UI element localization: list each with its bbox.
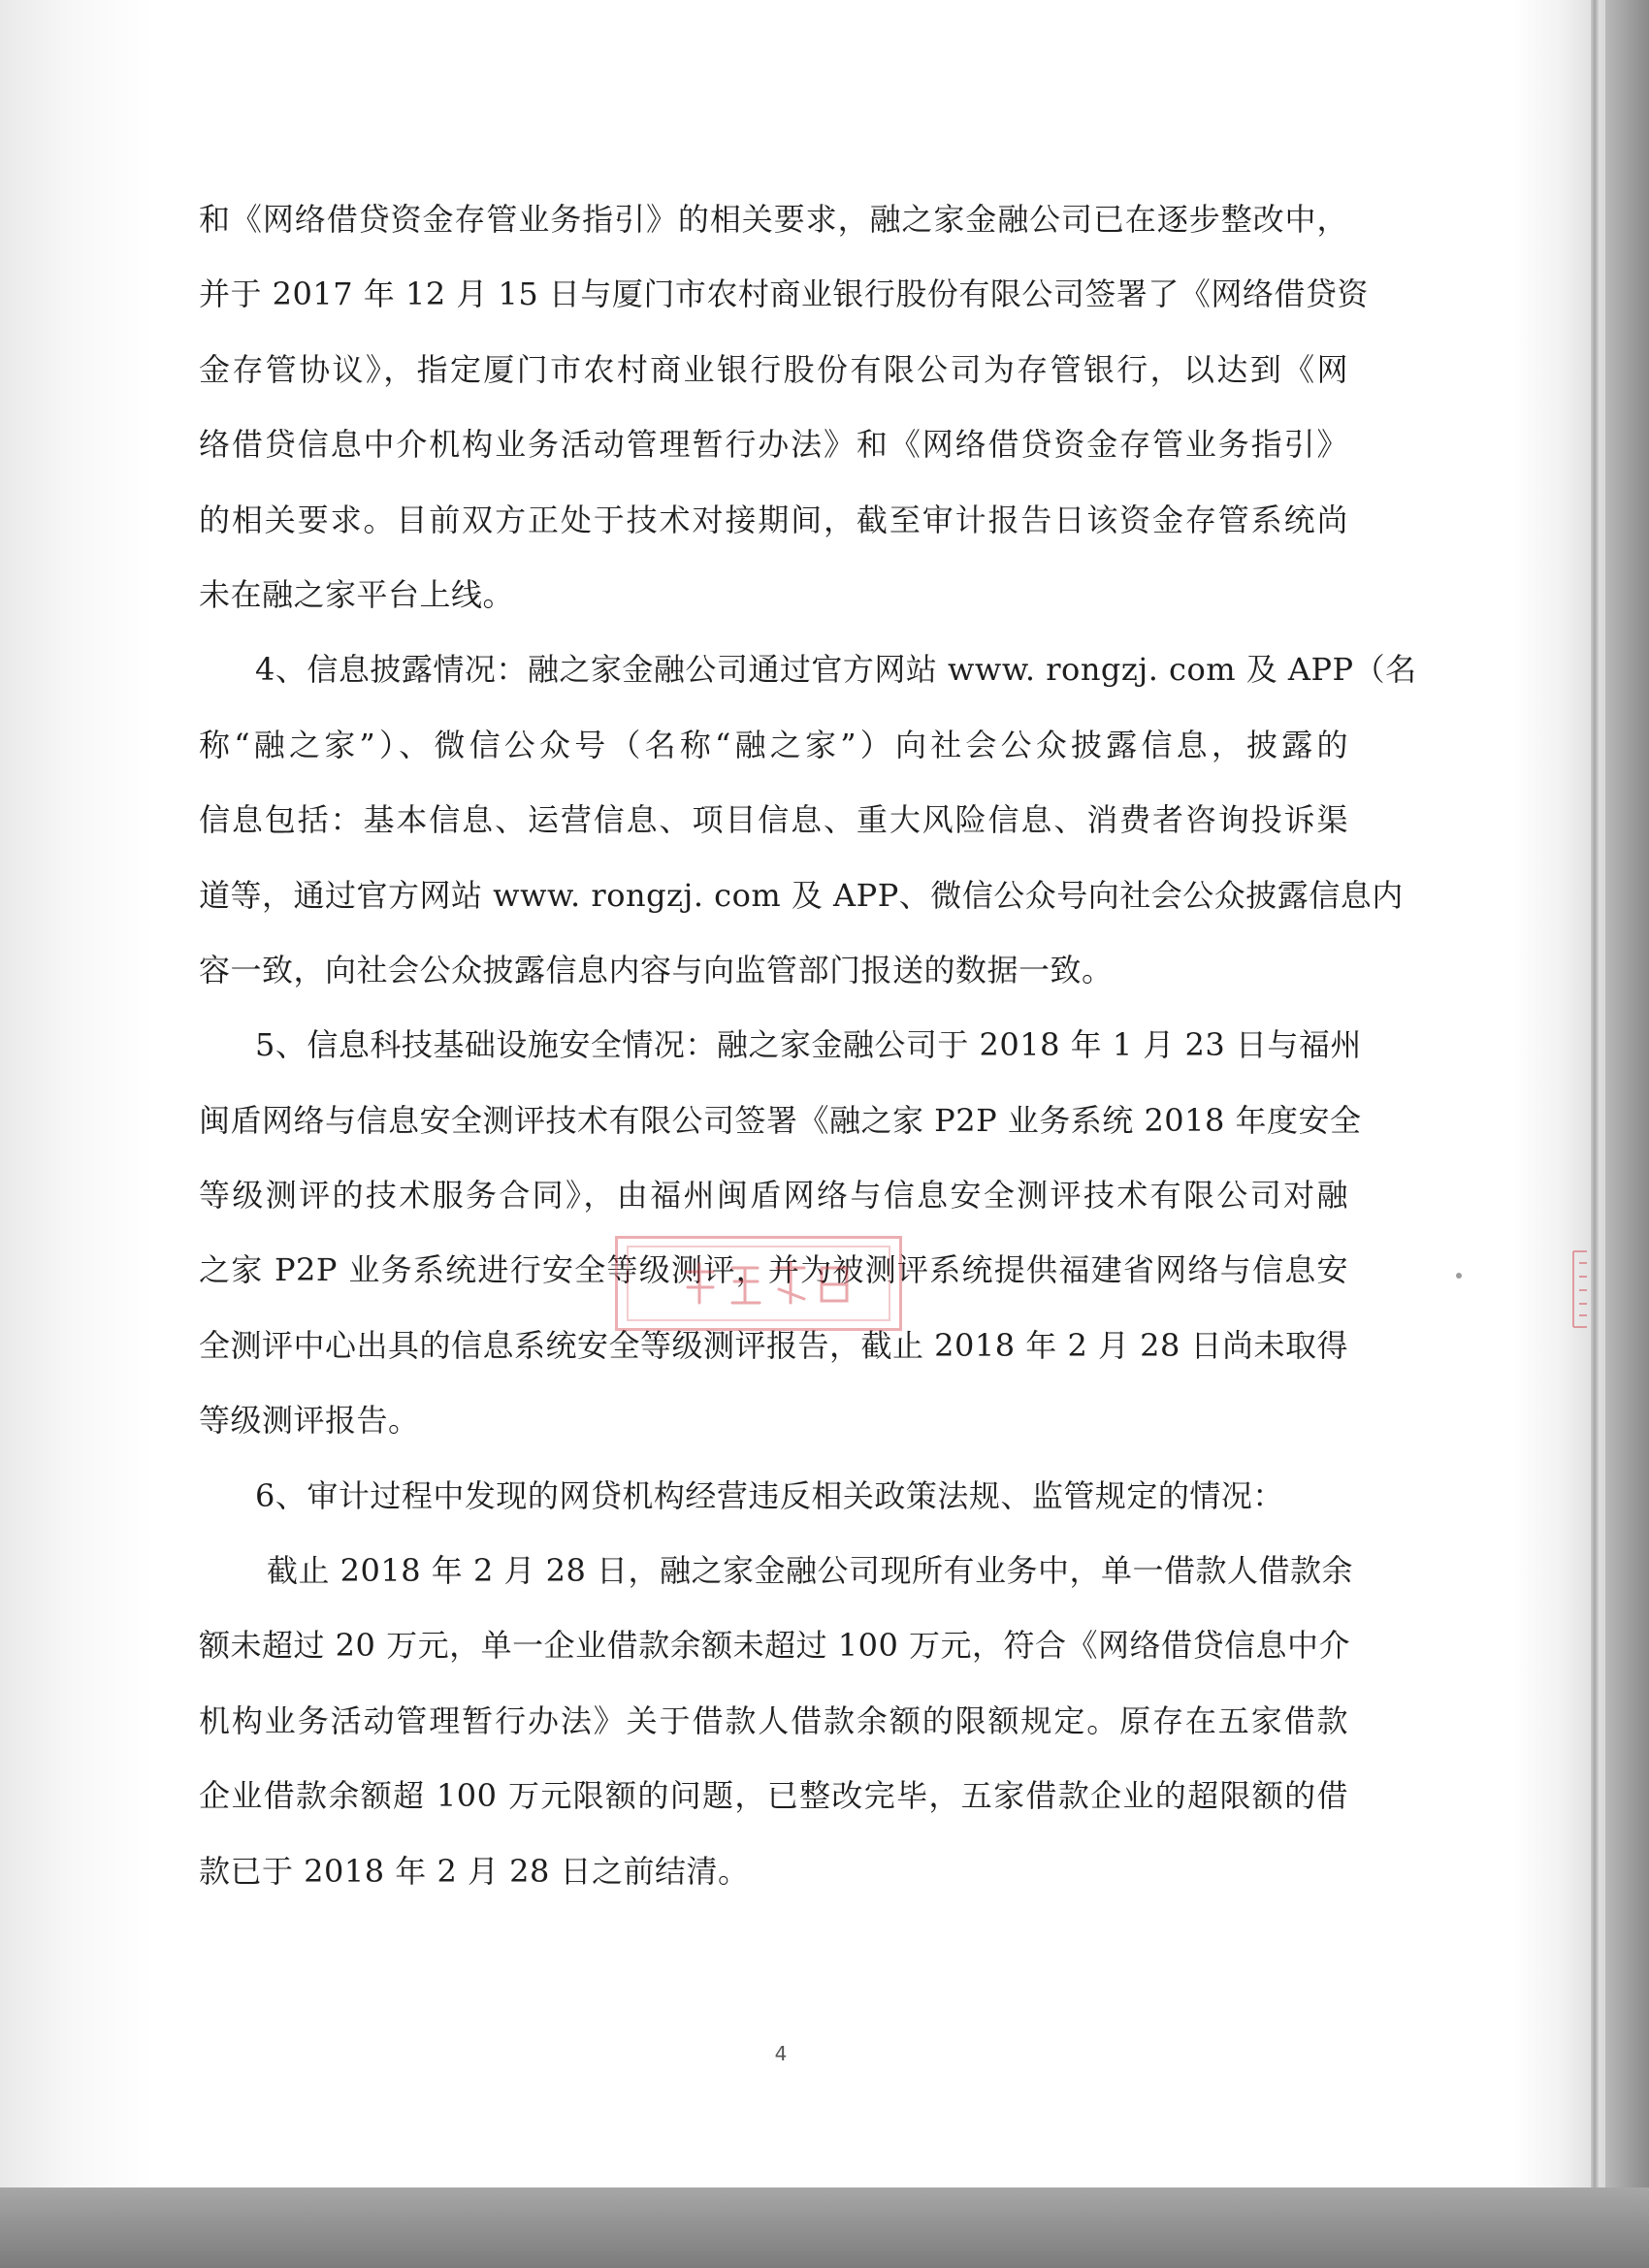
page-edge-shadow: [1591, 0, 1599, 2187]
text-line: 道等，通过官方网站 www. rongzj. com 及 APP、微信公众号向社会公众披露信息内: [199, 876, 1404, 914]
text-line: 并于 2017 年 12 月 15 日与厦门市农村商业银行股份有限公司签署了《网络借贷资: [199, 275, 1369, 313]
text-line: 额未超过 20 万元，单一企业借款余额未超过 100 万元，符合《网络借贷信息中介: [199, 1627, 1350, 1665]
text-line: 的相关要求。目前双方正处于技术对接期间，截至审计报告日该资金存管系统尚: [199, 501, 1348, 538]
section-4-heading-line: 4、信息披露情况：融之家金融公司通过官方网站 www. rongzj. com 及 APP（名: [255, 651, 1417, 689]
page-number: 4: [774, 2042, 788, 2065]
text-line: 款已于 2018 年 2 月 28 日之前结清。: [199, 1852, 750, 1890]
scan-border-right: [1605, 0, 1649, 2268]
scan-border-bottom: [0, 2187, 1649, 2268]
text-line: 未在融之家平台上线。: [199, 575, 515, 613]
text-line: 企业借款余额超 100 万元限额的问题，已整改完毕，五家借款企业的超限额的借: [199, 1777, 1348, 1815]
text-line: 机构业务活动管理暂行办法》关于借款人借款余额的限额规定。原存在五家借款: [199, 1701, 1348, 1739]
text-line: 全测评中心出具的信息系统安全等级测评报告，截止 2018 年 2 月 28 日尚未取得: [199, 1326, 1349, 1364]
section-6-heading-line: 6、审计过程中发现的网贷机构经营违反相关政策法规、监管规定的情况：: [255, 1476, 1284, 1514]
text-line: 称“融之家”）、微信公众号（名称“融之家”）向社会公众披露信息，披露的: [199, 726, 1348, 763]
text-line: 金存管协议》，指定厦门市农村商业银行股份有限公司为存管银行，以达到《网: [199, 350, 1348, 388]
section-5-heading-line: 5、信息科技基础设施安全情况：融之家金融公司于 2018 年 1 月 23 日与福州: [255, 1026, 1362, 1064]
text-line: 之家 P2P 业务系统进行安全等级测评，并为被测评系统提供福建省网络与信息安: [199, 1251, 1348, 1289]
text-line: 容一致，向社会公众披露信息内容与向监管部门报送的数据一致。: [199, 951, 1114, 988]
text-line: 闽盾网络与信息安全测评技术有限公司签署《融之家 P2P 业务系统 2018 年度安全: [199, 1101, 1362, 1139]
text-line: 络借贷信息中介机构业务活动管理暂行办法》和《网络借贷资金存管业务指引》: [199, 426, 1348, 464]
text-line: 信息包括：基本信息、运营信息、项目信息、重大风险信息、消费者咨询投诉渠: [199, 801, 1348, 839]
text-line: 等级测评的技术服务合同》，由福州闽盾网络与信息安全测评技术有限公司对融: [199, 1177, 1348, 1215]
text-line: 等级测评报告。: [199, 1402, 420, 1440]
text-line: 截止 2018 年 2 月 28 日，融之家金融公司现所有业务中，单一借款人借款余: [267, 1552, 1354, 1590]
scan-speck: [1456, 1273, 1462, 1279]
audit-stamp: [615, 1236, 902, 1331]
edge-stamp-fragment: [1569, 1247, 1591, 1331]
text-line: 和《网络借贷资金存管业务指引》的相关要求，融之家金融公司已在逐步整改中，: [199, 201, 1348, 238]
document-body: [199, 182, 1417, 1909]
